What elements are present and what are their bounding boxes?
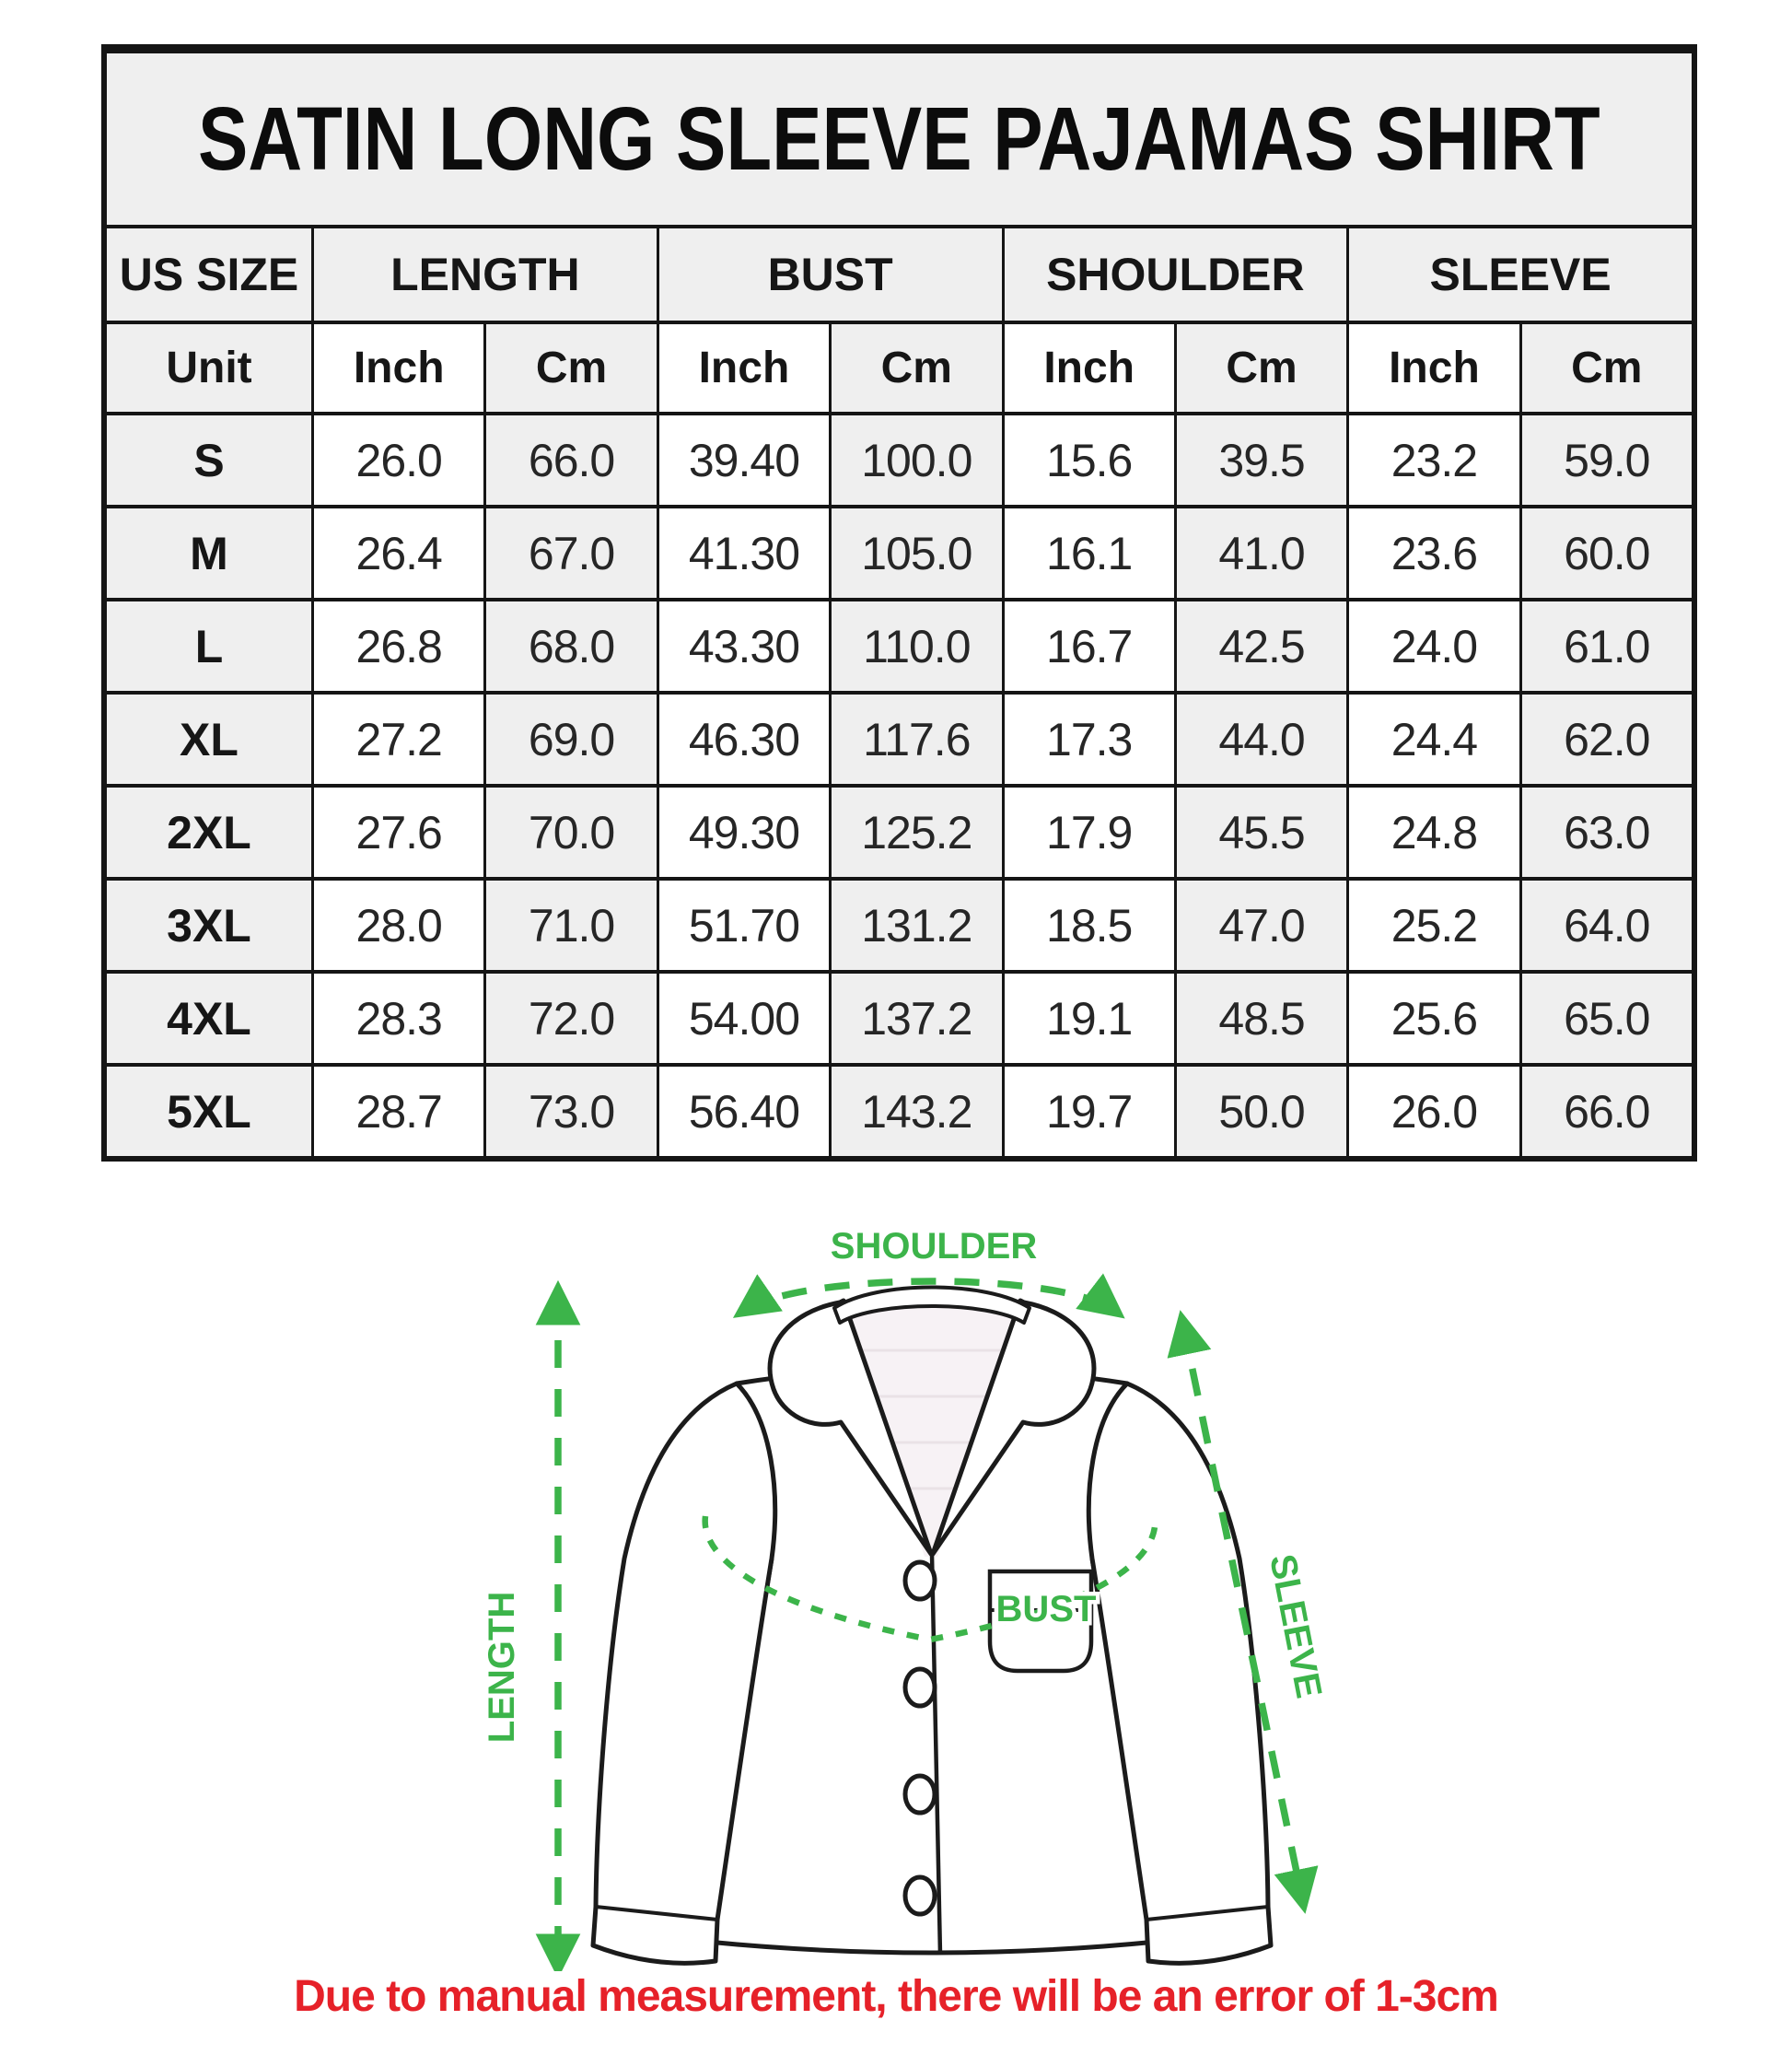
unit-cell: Cm [832,324,1001,412]
value-cell: 59.0 [1522,415,1692,505]
unit-cell: Inch [1349,324,1519,412]
value-cell: 28.7 [314,1067,483,1156]
value-cell: 143.2 [832,1067,1001,1156]
page-title [107,53,1692,225]
value-cell: 39.40 [659,415,829,505]
value-cell: 125.2 [832,788,1001,877]
value-cell: 48.5 [1177,974,1346,1063]
value-cell: 66.0 [1522,1067,1692,1156]
unit-header: Unit [107,324,311,412]
value-cell: 18.5 [1005,881,1174,970]
value-cell: 56.40 [659,1067,829,1156]
bust-label: BUST [995,1589,1097,1629]
column-header-sleeve: SLEEVE [1349,228,1692,321]
column-header-bust: BUST [659,228,1002,321]
unit-cell: Inch [1005,324,1174,412]
value-cell: 49.30 [659,788,829,877]
value-cell: 46.30 [659,695,829,784]
column-header-us-size: US SIZE [107,228,311,321]
column-header-length: LENGTH [314,228,657,321]
value-cell: 19.1 [1005,974,1174,1063]
value-cell: 137.2 [832,974,1001,1063]
unit-cell: Cm [1177,324,1346,412]
value-cell: 28.0 [314,881,483,970]
value-cell: 117.6 [832,695,1001,784]
unit-cell: Inch [659,324,829,412]
value-cell: 73.0 [486,1067,656,1156]
shirt-button [905,1669,935,1706]
size-cell: 4XL [107,974,311,1063]
value-cell: 54.00 [659,974,829,1063]
value-cell: 44.0 [1177,695,1346,784]
value-cell: 70.0 [486,788,656,877]
value-cell: 26.4 [314,508,483,598]
value-cell: 28.3 [314,974,483,1063]
value-cell: 60.0 [1522,508,1692,598]
value-cell: 19.7 [1005,1067,1174,1156]
value-cell: 27.6 [314,788,483,877]
size-cell: 3XL [107,881,311,970]
value-cell: 68.0 [486,601,656,691]
value-cell: 64.0 [1522,881,1692,970]
value-cell: 39.5 [1177,415,1346,505]
size-cell: L [107,601,311,691]
shirt-button [905,1776,935,1813]
value-cell: 24.8 [1349,788,1519,877]
value-cell: 26.0 [1349,1067,1519,1156]
value-cell: 16.7 [1005,601,1174,691]
column-header-shoulder: SHOULDER [1005,228,1347,321]
unit-cell: Cm [1522,324,1692,412]
value-cell: 72.0 [486,974,656,1063]
disclaimer-text: Due to manual measurement, there will be an error of 1-3cm [294,1972,1498,2021]
size-cell: M [107,508,311,598]
value-cell: 131.2 [832,881,1001,970]
unit-cell: Inch [314,324,483,412]
value-cell: 43.30 [659,601,829,691]
value-cell: 17.9 [1005,788,1174,877]
value-cell: 61.0 [1522,601,1692,691]
value-cell: 62.0 [1522,695,1692,784]
value-cell: 67.0 [486,508,656,598]
unit-cell: Cm [486,324,656,412]
value-cell: 50.0 [1177,1067,1346,1156]
value-cell: 17.3 [1005,695,1174,784]
value-cell: 100.0 [832,415,1001,505]
value-cell: 27.2 [314,695,483,784]
value-cell: 23.6 [1349,508,1519,598]
value-cell: 26.0 [314,415,483,505]
size-cell: 2XL [107,788,311,877]
page-title-text: SATIN LONG SLEEVE PAJAMAS SHIRT [198,88,1600,189]
value-cell: 24.0 [1349,601,1519,691]
value-cell: 15.6 [1005,415,1174,505]
value-cell: 51.70 [659,881,829,970]
size-cell: S [107,415,311,505]
value-cell: 66.0 [486,415,656,505]
size-cell: XL [107,695,311,784]
value-cell: 41.0 [1177,508,1346,598]
value-cell: 47.0 [1177,881,1346,970]
length-label: LENGTH [482,1591,522,1744]
shirt-button [905,1877,935,1914]
shirt-button [905,1562,935,1599]
value-cell: 41.30 [659,508,829,598]
value-cell: 69.0 [486,695,656,784]
value-cell: 71.0 [486,881,656,970]
pajama-shirt-drawing [414,1179,1427,1971]
value-cell: 65.0 [1522,974,1692,1063]
value-cell: 23.2 [1349,415,1519,505]
value-cell: 110.0 [832,601,1001,691]
value-cell: 25.6 [1349,974,1519,1063]
value-cell: 63.0 [1522,788,1692,877]
sleeve-label: SLEEVE [1262,1550,1330,1702]
value-cell: 16.1 [1005,508,1174,598]
value-cell: 45.5 [1177,788,1346,877]
value-cell: 105.0 [832,508,1001,598]
shoulder-label: SHOULDER [830,1226,1038,1267]
size-chart-table [101,44,1697,1162]
size-cell: 5XL [107,1067,311,1156]
value-cell: 25.2 [1349,881,1519,970]
value-cell: 26.8 [314,601,483,691]
value-cell: 42.5 [1177,601,1346,691]
measurement-diagram [414,1179,1427,1971]
value-cell: 24.4 [1349,695,1519,784]
